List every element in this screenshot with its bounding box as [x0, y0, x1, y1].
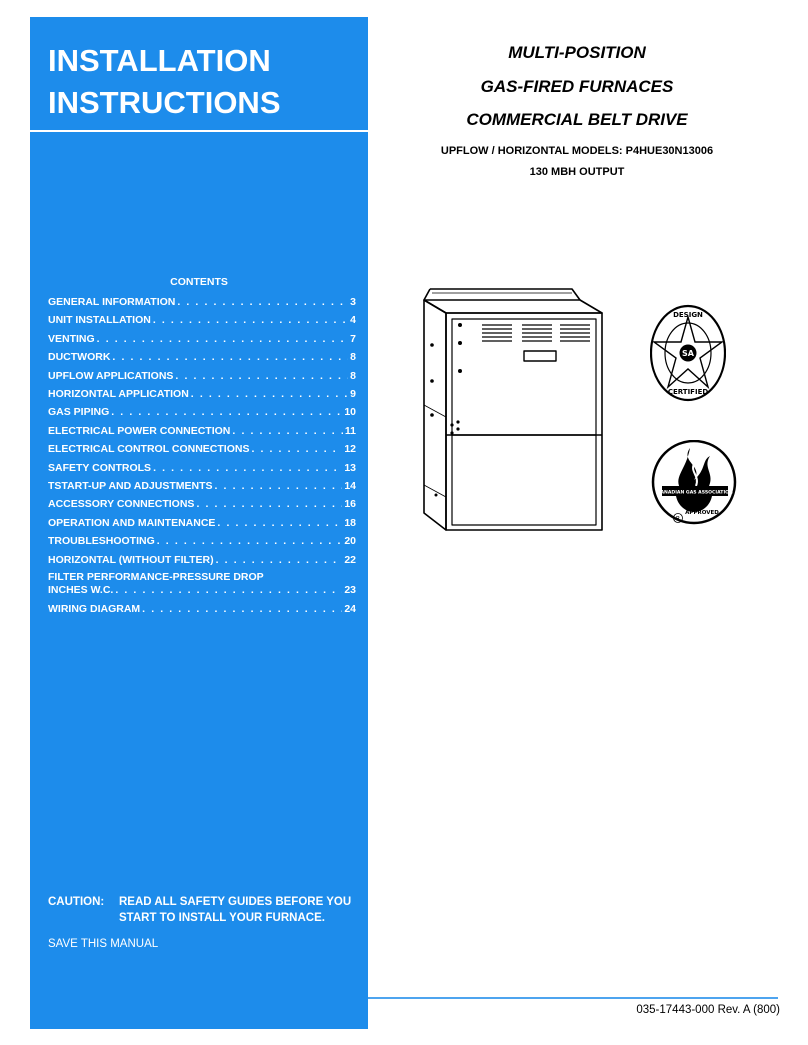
toc-entry-title: HORIZONTAL (WITHOUT FILTER)	[48, 553, 214, 566]
toc-entry-title: GAS PIPING	[48, 406, 110, 419]
output-rating: 130 MBH OUTPUT	[529, 166, 625, 178]
toc-entry-page: 3	[350, 296, 356, 308]
toc-entry-title: DUCTWORK	[48, 351, 111, 364]
toc-entry-title: GENERAL INFORMATION	[48, 296, 176, 308]
toc-entry[interactable]	[48, 385, 356, 403]
caution-label: CAUTION:	[48, 896, 105, 908]
toc-entry[interactable]	[48, 477, 356, 495]
toc-entry-page: 18	[344, 516, 356, 529]
toc-entry-title: VENTING	[48, 332, 95, 345]
certified-label: CERTIFIED	[667, 388, 709, 396]
toc-entry-page: 24	[344, 603, 356, 616]
toc-entry-page: 20	[344, 535, 356, 548]
toc-entry[interactable]	[48, 600, 356, 618]
toc-entry[interactable]	[48, 403, 356, 421]
toc-entry-title: SAFETY CONTROLS	[48, 461, 152, 474]
toc-entry-title: OPERATION AND MAINTENANCE	[48, 516, 216, 529]
toc-leader	[191, 385, 348, 403]
toc-entry[interactable]	[48, 532, 356, 550]
toc-entry-title-line1: FILTER PERFORMANCE-PRESSURE DROP	[48, 571, 264, 584]
registered-mark: R	[675, 515, 681, 523]
toc-leader	[251, 440, 342, 458]
toc-entry-page: 11	[344, 424, 356, 437]
toc-entry[interactable]	[48, 422, 356, 440]
toc-entry[interactable]	[48, 440, 356, 458]
toc-leader	[216, 551, 343, 569]
toc-leader	[217, 514, 342, 532]
cga-name: CANADIAN GAS ASSOCIATION	[657, 490, 733, 496]
cga-approved-badge	[650, 440, 742, 532]
toc-entry[interactable]	[48, 330, 356, 348]
toc-entry-page: 23	[344, 584, 356, 597]
toc-entry[interactable]	[48, 495, 356, 513]
toc-entry[interactable]	[48, 551, 356, 569]
toc-leader	[175, 367, 348, 385]
document-number: 035-17443-000 Rev. A (800)	[636, 1004, 780, 1016]
toc-leader	[232, 422, 342, 440]
design-label: DESIGN	[673, 311, 703, 319]
toc-entry-title: INCHES W.C.	[48, 584, 114, 597]
toc-entry[interactable]	[48, 293, 356, 311]
toc-leader	[153, 459, 342, 477]
toc-leader	[112, 348, 348, 366]
design-mark: SA	[682, 349, 694, 358]
contents-heading: CONTENTS	[170, 276, 228, 288]
toc-leader	[115, 584, 342, 597]
product-title-line-3: COMMERCIAL BELT DRIVE	[466, 110, 688, 129]
toc-entry-title: ELECTRICAL CONTROL CONNECTIONS	[48, 443, 250, 456]
toc-entry-page: 14	[344, 480, 356, 493]
footer-rule	[368, 997, 778, 999]
document-title	[48, 40, 348, 124]
title-line-2: INSTRUCTIONS	[48, 85, 281, 120]
toc-entry-title: UNIT INSTALLATION	[48, 314, 151, 327]
toc-leader	[111, 403, 342, 421]
toc-entry-page: 9	[350, 388, 356, 401]
toc-entry-title: UPFLOW APPLICATIONS	[48, 369, 174, 382]
table-of-contents	[48, 293, 356, 619]
toc-entry-title: ELECTRICAL POWER CONNECTION	[48, 424, 231, 437]
toc-leader	[177, 293, 348, 311]
toc-entry-page: 8	[350, 369, 356, 382]
cga-approved-label: APPROVED	[685, 510, 719, 516]
toc-entry[interactable]	[48, 311, 356, 329]
toc-entry-page: 22	[344, 553, 356, 566]
toc-entry-title: TSTART-UP AND ADJUSTMENTS	[48, 480, 213, 493]
save-manual-note: SAVE THIS MANUAL	[48, 938, 159, 950]
toc-entry-page: 8	[350, 351, 356, 364]
design-certified-badge	[650, 303, 726, 403]
furnace-illustration	[422, 285, 612, 540]
toc-leader	[142, 600, 342, 618]
toc-entry-page: 12	[344, 443, 356, 456]
toc-entry-page: 7	[350, 332, 356, 345]
product-title-line-1: MULTI-POSITION	[508, 43, 646, 62]
toc-entry[interactable]	[48, 348, 356, 366]
toc-leader	[196, 495, 342, 513]
toc-entry-title: TROUBLESHOOTING	[48, 535, 155, 548]
toc-leader	[215, 477, 343, 495]
toc-entry-page: 10	[344, 406, 356, 419]
title-line-1: INSTALLATION	[48, 43, 271, 78]
caution-notice	[48, 894, 364, 926]
model-numbers: UPFLOW / HORIZONTAL MODELS: P4HUE30N13006	[440, 145, 714, 157]
caution-text: READ ALL SAFETY GUIDES BEFORE YOU START TO INSTALL YOUR FURNACE.	[119, 896, 352, 924]
toc-entry-page: 4	[350, 314, 356, 327]
toc-entry[interactable]	[48, 571, 356, 597]
toc-entry-title: WIRING DIAGRAM	[48, 603, 141, 616]
toc-leader	[157, 532, 343, 550]
toc-entry-title: HORIZONTAL APPLICATION	[48, 388, 189, 401]
toc-leader	[153, 311, 348, 329]
product-title-line-2: GAS-FIRED FURNACES	[480, 77, 674, 96]
toc-entry-page: 16	[344, 498, 356, 511]
toc-entry-title: ACCESSORY CONNECTIONS	[48, 498, 195, 511]
toc-entry[interactable]	[48, 367, 356, 385]
toc-entry-page: 13	[344, 461, 356, 474]
toc-entry[interactable]	[48, 514, 356, 532]
title-divider	[30, 130, 368, 132]
toc-entry[interactable]	[48, 459, 356, 477]
toc-leader	[97, 330, 348, 348]
